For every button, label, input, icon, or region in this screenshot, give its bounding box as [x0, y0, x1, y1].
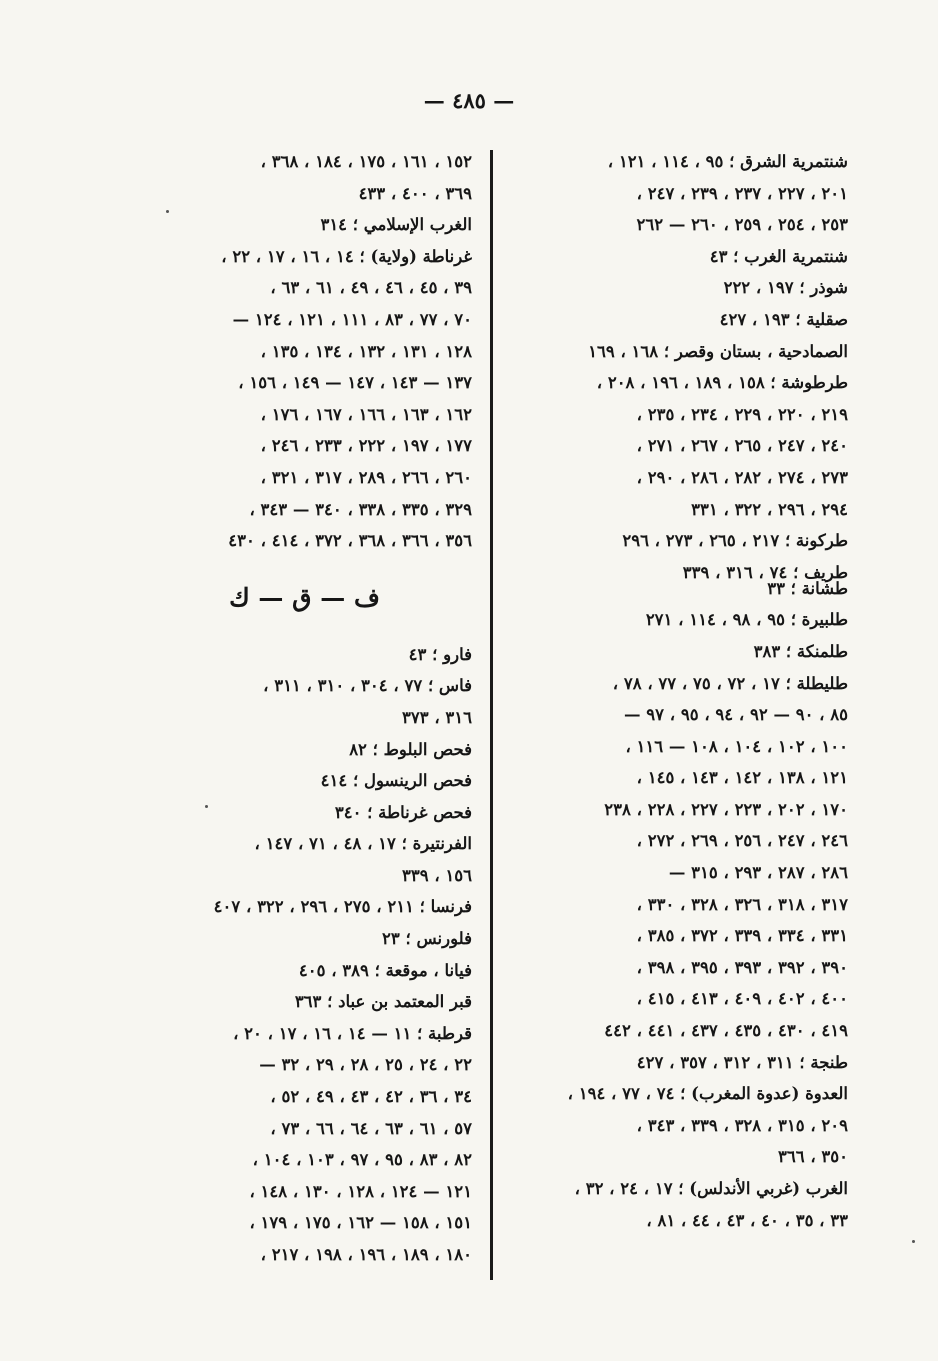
index-entry-continuation: ٣٣ ، ٣٥ ، ٤٠ ، ٤٣ ، ٤٤ ، ٨١ ،: [646, 1210, 848, 1230]
index-entry: طريف ؛ ٧٤ ، ٣١٦ ، ٣٣٩: [682, 562, 848, 582]
index-entry: العدوة (عدوة المغرب) ؛ ٧٤ ، ٧٧ ، ١٩٤ ،: [567, 1084, 848, 1104]
index-entry: طلبيرة ؛ ٩٥ ، ٩٨ ، ١١٤ ، ٢٧١: [645, 610, 848, 630]
index-entry-continuation: ٣٦٩ ، ٤٠٠ ، ٤٣٣: [358, 183, 472, 203]
index-entry: طليطلة ؛ ١٧ ، ٧٢ ، ٧٥ ، ٧٧ ، ٧٨ ،: [612, 673, 848, 693]
index-entry-continuation: ٣٥٠ ، ٣٦٦: [777, 1147, 848, 1167]
index-entry-continuation: ٣٥٦ ، ٣٦٦ ، ٣٦٨ ، ٣٧٢ ، ٤١٤ ، ٤٣٠: [228, 531, 472, 551]
index-entry-continuation: ٤٠٠ ، ٤٠٢ ، ٤٠٩ ، ٤١٣ ، ٤١٥ ،: [636, 989, 848, 1009]
index-entry-continuation: ٣٤ ، ٣٦ ، ٤٢ ، ٤٣ ، ٤٩ ، ٥٢ ،: [270, 1087, 472, 1107]
print-speck: [166, 210, 169, 213]
print-speck: [205, 805, 208, 808]
section-heading: ف — ق — ك: [229, 582, 380, 612]
index-entry: طلمنكة ؛ ٣٨٣: [753, 641, 848, 661]
index-entry-continuation: ٢١٩ ، ٢٢٠ ، ٢٢٩ ، ٢٣٤ ، ٢٣٥ ،: [636, 404, 848, 424]
index-entry: الغرب (غربي الأندلس) ؛ ١٧ ، ٢٤ ، ٣٢ ،: [574, 1179, 848, 1198]
index-entry-continuation: ٥٧ ، ٦١ ، ٦٣ ، ٦٤ ، ٦٦ ، ٧٣ ،: [270, 1118, 472, 1138]
index-entry-continuation: ٣٢٩ ، ٣٣٥ ، ٣٣٨ ، ٣٤٠ — ٣٤٣ ،: [249, 499, 472, 519]
index-entry: الصمادحية ، بستان وقصر ؛ ١٦٨ ، ١٦٩: [588, 341, 848, 361]
index-entry-continuation: ١٠٠ ، ١٠٢ ، ١٠٤ ، ١٠٨ — ١١٦ ،: [625, 736, 848, 756]
column-divider: [490, 150, 493, 1280]
index-entry-continuation: ٣٣١ ، ٣٣٤ ، ٣٣٩ ، ٣٧٢ ، ٣٨٥ ،: [636, 926, 848, 946]
index-entry: شنتمرية الغرب ؛ ٤٣: [709, 246, 848, 266]
index-entry-continuation: ١٥٦ ، ٣٣٩: [401, 865, 472, 885]
index-entry-continuation: ١٧٧ ، ١٩٧ ، ٢٢٢ ، ٢٣٣ ، ٢٤٦ ،: [260, 436, 472, 456]
index-entry-continuation: ١٢١ — ١٢٤ ، ١٢٨ ، ١٣٠ ، ١٤٨ ،: [249, 1181, 472, 1201]
index-entry: فارو ؛ ٤٣: [408, 644, 472, 664]
index-entry: الفرنتيرة ؛ ١٧ ، ٤٨ ، ٧١ ، ١٤٧ ،: [254, 834, 472, 854]
index-entry-continuation: ١٢١ ، ١٣٨ ، ١٤٢ ، ١٤٣ ، ١٤٥ ،: [636, 768, 848, 788]
index-entry-continuation: ١٧٠ ، ٢٠٢ ، ٢٢٣ ، ٢٢٧ ، ٢٢٨ ، ٢٣٨: [604, 799, 848, 819]
index-column-left: [137, 146, 472, 1271]
index-entry-continuation: ٢٧٣ ، ٢٧٤ ، ٢٨٢ ، ٢٨٦ ، ٢٩٠ ،: [636, 467, 848, 487]
print-speck: [912, 1240, 915, 1243]
index-entry-continuation: ١٣٧ — ١٤٣ ، ١٤٧ — ١٤٩ ، ١٥٦ ،: [238, 373, 472, 393]
index-entry: طركونة ؛ ٢١٧ ، ٢٦٥ ، ٢٧٣ ، ٢٩٦: [622, 531, 848, 551]
index-entry-continuation: ٤١٩ ، ٤٣٠ ، ٤٣٥ ، ٤٣٧ ، ٤٤١ ، ٤٤٢: [604, 1021, 848, 1041]
index-entry-continuation: ٢٦٠ ، ٢٦٦ ، ٢٨٩ ، ٣١٧ ، ٣٢١ ،: [260, 467, 472, 487]
index-entry: قبر المعتمد بن عباد ؛ ٣٦٣: [294, 992, 472, 1012]
index-entry-continuation: ٢٠٩ ، ٣١٥ ، ٣٢٨ ، ٣٣٩ ، ٣٤٣ ،: [636, 1115, 848, 1135]
index-entry: فحص غرناطة ؛ ٣٤٠: [334, 802, 472, 822]
index-entry: شنتمرية الشرق ؛ ٩٥ ، ١١٤ ، ١٢١ ،: [607, 152, 848, 171]
index-entry: طرطوشة ؛ ١٥٨ ، ١٨٩ ، ١٩٦ ، ٢٠٨ ،: [596, 373, 848, 393]
index-entry: فرنسا ؛ ٢١١ ، ٢٧٥ ، ٢٩٦ ، ٣٢٢ ، ٤٠٧: [213, 897, 472, 917]
index-entry-continuation: ٨٢ ، ٨٣ ، ٩٥ ، ٩٧ ، ١٠٣ ، ١٠٤ ،: [252, 1150, 472, 1170]
index-entry-continuation: ٢٨٦ ، ٢٨٧ ، ٢٩٣ ، ٣١٥ —: [668, 863, 848, 883]
index-entry: فحص الرينسول ؛ ٤١٤: [320, 771, 472, 791]
index-entry-continuation: ٣١٧ ، ٣١٨ ، ٣٢٦ ، ٣٢٨ ، ٣٣٠ ،: [636, 894, 848, 914]
index-entry-continuation: ٢٥٣ ، ٢٥٤ ، ٢٥٩ ، ٢٦٠ — ٢٦٢: [636, 215, 848, 235]
index-entry-continuation: ٢٤٠ ، ٢٤٧ ، ٢٦٥ ، ٢٦٧ ، ٢٧١ ،: [636, 436, 848, 456]
index-entry: فيانا ، موقعة ؛ ٣٨٩ ، ٤٠٥: [298, 960, 472, 980]
index-entry-continuation: ١٥٢ ، ١٦١ ، ١٧٥ ، ١٨٤ ، ٣٦٨ ،: [260, 152, 472, 171]
index-entry: قرطبة ؛ ١١ — ١٤ ، ١٦ ، ١٧ ، ٢٠ ،: [233, 1023, 472, 1043]
index-entry: الغرب الإسلامي ؛ ٣١٤: [320, 215, 472, 235]
index-entry-continuation: ٢٩٤ ، ٢٩٦ ، ٣٢٢ ، ٣٣١: [691, 499, 848, 519]
index-entry: طنجة ؛ ٣١١ ، ٣١٢ ، ٣٥٧ ، ٤٢٧: [636, 1052, 848, 1072]
index-entry: شوذر ؛ ١٩٧ ، ٢٢٢: [723, 278, 848, 298]
index-entry: فحص البلوط ؛ ٨٢: [349, 739, 472, 759]
index-entry-continuation: ٢٤٦ ، ٢٤٧ ، ٢٥٦ ، ٢٦٩ ، ٢٧٢ ،: [636, 831, 848, 851]
index-entry: صقلية ؛ ١٩٣ ، ٤٢٧: [719, 309, 848, 329]
index-entry: فلورنس ؛ ٢٣: [382, 929, 472, 949]
index-entry-continuation: ١٨٠ ، ١٨٩ ، ١٩٦ ، ١٩٨ ، ٢١٧ ،: [260, 1245, 472, 1264]
index-column-right: [518, 146, 848, 1236]
page-number: — ٤٨٥ —: [423, 88, 515, 113]
index-entry-continuation: ١٦٢ ، ١٦٣ ، ١٦٦ ، ١٦٧ ، ١٧٦ ،: [260, 404, 472, 424]
index-entry-continuation: ١٢٨ ، ١٣١ ، ١٣٢ ، ١٣٤ ، ١٣٥ ،: [260, 341, 472, 361]
index-entry: غرناطة (ولاية) ؛ ١٤ ، ١٦ ، ١٧ ، ٢٢ ،: [221, 246, 472, 266]
index-entry-continuation: ٣٩ ، ٤٥ ، ٤٦ ، ٤٩ ، ٦١ ، ٦٣ ،: [270, 278, 472, 298]
index-entry-continuation: ٣٩٠ ، ٣٩٢ ، ٣٩٣ ، ٣٩٥ ، ٣٩٨ ،: [636, 957, 848, 977]
index-entry-continuation: ٣١٦ ، ٣٧٣: [401, 707, 472, 727]
index-entry: فاس ؛ ٧٧ ، ٣٠٤ ، ٣١٠ ، ٣١١ ،: [263, 676, 472, 696]
index-entry-continuation: ٧٠ ، ٧٧ ، ٨٣ ، ١١١ ، ١٢١ ، ١٢٤ —: [232, 309, 472, 329]
index-entry-continuation: ٢٢ ، ٢٤ ، ٢٥ ، ٢٨ ، ٢٩ ، ٣٢ —: [259, 1055, 472, 1075]
index-entry-continuation: ١٥١ ، ١٥٨ — ١٦٢ ، ١٧٥ ، ١٧٩ ،: [249, 1213, 472, 1233]
index-entry: طشانة ؛ ٣٣: [767, 579, 848, 599]
index-entry-continuation: ٢٠١ ، ٢٢٧ ، ٢٣٧ ، ٢٣٩ ، ٢٤٧ ،: [636, 183, 848, 203]
index-entry-continuation: ٨٥ ، ٩٠ — ٩٢ ، ٩٤ ، ٩٥ ، ٩٧ —: [624, 705, 848, 725]
